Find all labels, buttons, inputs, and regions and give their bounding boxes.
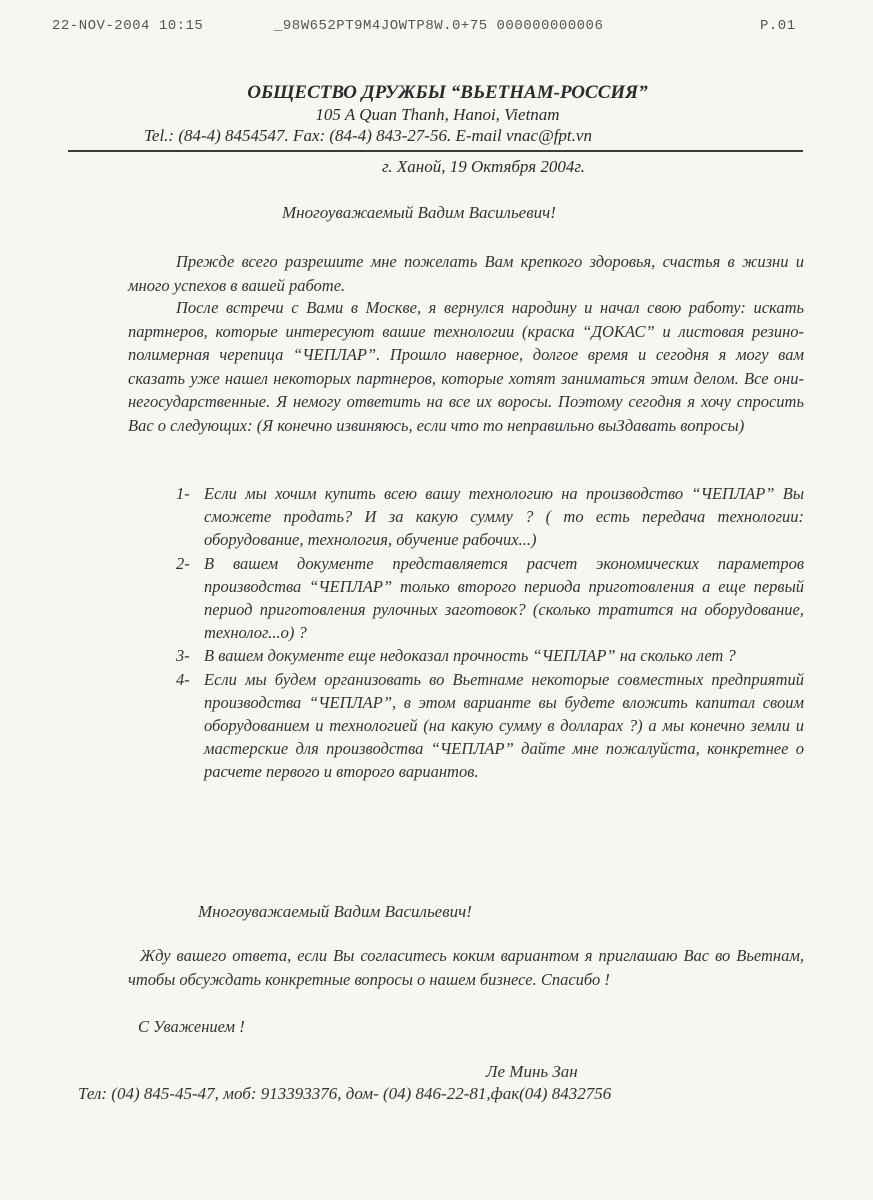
list-item — [176, 482, 804, 552]
list-text: В вашем документе еще недоказал прочность “ЧЕПЛАР” на сколько лет ? — [204, 646, 736, 666]
paragraph-text: Прежде всего разрешите мне пожелать Вам крепкого здоровья, счастья в жизни и много успехов в вашей работе. — [128, 252, 804, 295]
closing-salutation: Многоуважаемый Вадим Васильевич! — [198, 902, 472, 921]
list-item — [176, 668, 804, 784]
organization-contacts: Tel.: (84-4) 8454547. Fax: (84-4) 843-27-56. E-mail vnac@fpt.vn — [144, 126, 592, 145]
list-text: Если мы будем организовать во Вьетнаме некоторые совместных предприятий производства “ЧЕПЛАР”, в этом варианте вы будете вложить капитал своим оборудованием и технологией (на какую сумму в долларах ?) а мы конечно земли и мастерские для производства “ЧЕПЛАР” дайте мне пожалуйста, конкретнее о расчете первого и второго вариантов. — [204, 669, 804, 782]
paragraph-text: После встречи с Вами в Москве, я вернулся народину и начал свою работу: искать партнеров, которые интересуют вашие технологии (краска “ДОКАС” и листовая резино-полимерная черепица “ЧЕПЛАР”. Прошло наверное, долгое время и сегодня я могу вам сказать уже нашел некоторых партнеров, которые хотят заниматься этим делом. Все они-негосударственные. Я немогу ответить на все их воросы. Поэтому сегодня я хочу спросить Вас о следующих: (Я конечно извиняюсь, если что то неправильно выЗдавать вопросы) — [128, 298, 804, 435]
paragraph-context — [128, 296, 804, 437]
salutation: Многоуважаемый Вадим Васильевич! — [282, 203, 556, 222]
closing-paragraph — [128, 944, 804, 991]
list-number: 3- — [176, 646, 190, 666]
organization-address: 105 A Quan Thanh, Hanoi, Vietnam — [315, 105, 560, 124]
regards: С Уважением ! — [138, 1017, 245, 1036]
letterhead — [60, 82, 805, 146]
paragraph-greeting — [128, 250, 804, 297]
list-number: 1- — [176, 484, 190, 503]
list-number: 4- — [176, 669, 190, 689]
organization-name: ОБЩЕСТВО ДРУЖБЫ “ВЬЕТНАМ-РОССИЯ” — [247, 82, 648, 103]
fax-sender-id: _98W652PT9M4JOWTP8W.0+75 000000000006 — [274, 18, 604, 34]
footer-phone-numbers: Тел: (04) 845-45-47, моб: 913393376, дом- (04) 846-22-81,фак(04) 8432756 — [78, 1084, 612, 1103]
list-text: В вашем документе представляется расчет экономических параметров производства “ЧЕПЛАР” только второго периода приготовления а еще первый период приготовления рулочных заготовок? (сколько тратится на оборудование, технолог...о) ? — [204, 553, 804, 643]
list-item — [176, 552, 804, 645]
list-number: 2- — [176, 553, 190, 573]
list-item — [176, 644, 804, 667]
questions-list — [176, 482, 804, 784]
signer-name: Ле Минь Зан — [486, 1062, 578, 1081]
fax-page-number: P.01 — [760, 18, 796, 34]
list-text: Если мы хочим купить всею вашу технологию на производство “ЧЕПЛАР” Вы сможете продать? И за какую сумму ? ( то есть передача технологии: оборудование, технология, обучение рабочих...) — [204, 484, 804, 550]
paragraph-text: Жду вашего ответа, если Вы согласитесь коким вариантом я приглашаю Вас во Вьетнам, чтобы обсуждать конкретные вопросы о нашем бизнесе. Спасибо ! — [128, 946, 804, 989]
fax-date-time: 22-NOV-2004 10:15 — [52, 18, 204, 34]
place-and-date: г. Ханой, 19 Октября 2004г. — [382, 157, 586, 176]
letterhead-divider — [68, 150, 803, 152]
